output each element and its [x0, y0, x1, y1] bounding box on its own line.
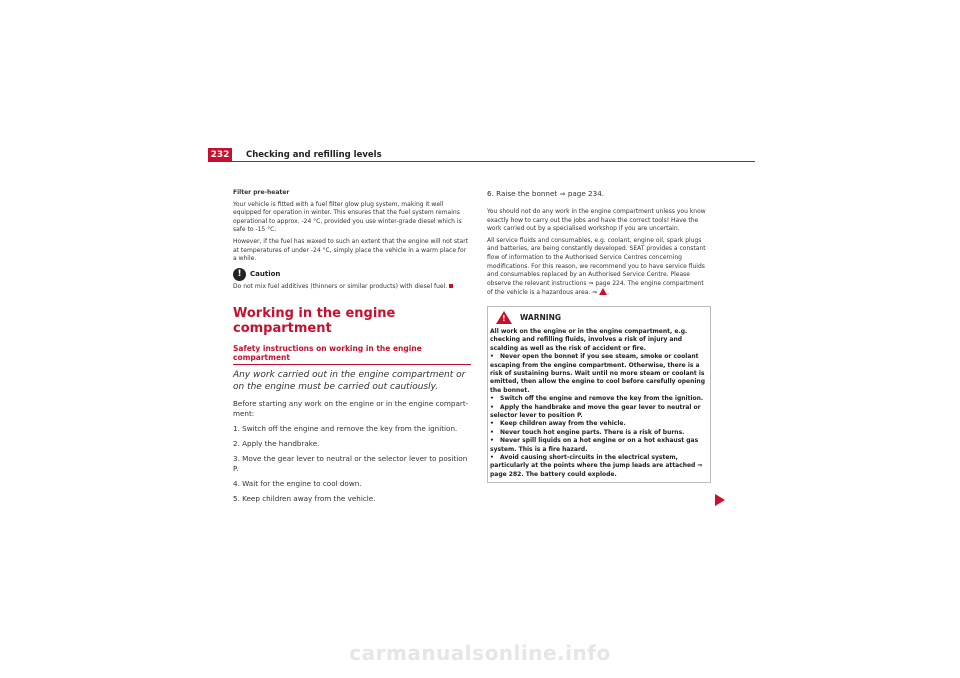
caution-title: Caution: [250, 270, 281, 279]
filter-heading: Filter pre-heater: [233, 189, 290, 196]
watermark: carmanualsonline.info: [349, 641, 611, 665]
warning-item: • Never open the bonnet if you see steam, smoke or coolant escaping from the engine compartment. Otherwise, there is a risk of sustaining burns. Wait until no more steam or coolant is emitted, then allow the engine to cool before carefully opening the bonnet.: [490, 353, 706, 394]
step-item: 5. Keep children away from the vehicle.: [233, 494, 376, 504]
page-header-title: Checking and refilling levels: [246, 150, 382, 160]
warning-triangle-icon: [599, 288, 607, 295]
right-column: [487, 189, 711, 483]
warning-text: [490, 328, 707, 479]
bullet-icon: •: [490, 454, 494, 462]
before-text: Before starting any work on the engine or in the engine compart-ment:: [233, 399, 469, 419]
work-caution-paragraph: You should not do any work in the engine compartment unless you know exactly how to carry out the jobs and have the correct tools! Have the work carried out by a specialised workshop if you are uncertain.: [487, 208, 706, 233]
warning-item: • Never touch hot engine parts. There is a risk of burns.: [490, 428, 685, 436]
bullet-icon: •: [490, 353, 494, 361]
warning-item: • Keep children away from the vehicle.: [490, 420, 626, 428]
filter-paragraph-2: However, if the fuel has waxed to such an extent that the engine will not start at temperatures of under -24 °C, simply place the vehicle in a warm place for a while.: [233, 237, 469, 263]
subsection-title: Safety instructions on working in the engine compartment: [233, 344, 471, 365]
bullet-icon: •: [490, 428, 494, 436]
warning-box: [487, 306, 711, 483]
bullet-icon: •: [490, 437, 494, 445]
step-item: 1. Switch off the engine and remove the key from the ignition.: [233, 424, 458, 434]
warning-item: • Avoid causing short-circuits in the electrical system, particularly at the points where the jump leads are attached ⇒ page 282. The battery could explode.: [490, 454, 703, 478]
service-fluids-paragraph-row: All service fluids and consumables, e.g. coolant, engine oil, spark plugs and batteries, are being constantly developed. SEAT provides a constant flow of information to the Authorised Service Centres concerning modifications. For this reason, we recommend you to have service fluids and consumables replaced by an Authorised Service Centre. Please observe the relevant instructions ⇒ page 224. The engine compartment of the vehicle is a hazardous area. ⇒ .: [487, 236, 706, 297]
steps-list: [233, 424, 471, 504]
step-item: 4. Wait for the engine to cool down.: [233, 479, 362, 489]
intro-text: Any work carried out in the engine compartment or on the engine must be carried out cautiously.: [233, 370, 466, 393]
caution-icon: !: [233, 268, 246, 281]
caution-text-row: [233, 283, 471, 292]
warning-intro: All work on the engine or in the engine compartment, e.g. checking and refilling fluids, involves a risk of injury and scalding as well as the risk of accident or fire.: [490, 327, 688, 352]
end-marker-icon: [449, 284, 453, 288]
bullet-icon: •: [490, 395, 494, 403]
warning-header: [490, 307, 707, 328]
filter-paragraph-1: Your vehicle is fitted with a fuel filter glow plug system, making it well equipped for operation in winter. This ensures that the fuel system remains operational to approx. -24 °C, provided you use winter-grade diesel which is safe to -15 °C.: [233, 200, 462, 234]
bullet-icon: •: [490, 420, 494, 428]
warning-item: • Apply the handbrake and move the gear lever to neutral or selector lever to position P.: [490, 403, 701, 419]
step-item: 2. Apply the handbrake.: [233, 439, 320, 449]
service-fluids-paragraph: All service fluids and consumables, e.g. coolant, engine oil, spark plugs and batteries, are being constantly developed. SEAT provides a constant flow of information to the Authorised Service Centres concerning modifications. For this reason, we recommend you to have service fluids and consumables replaced by an Authorised Service Centre. Please observe the relevant instructions ⇒ page 224. The engine compartment of the vehicle is a hazardous area. ⇒: [487, 236, 706, 297]
step-item: 3. Move the gear lever to neutral or the selector lever to position P.: [233, 454, 468, 474]
caution-header: [233, 268, 471, 281]
step-item: 6. Raise the bonnet ⇒ page 234.: [487, 189, 605, 198]
filter-preheater-block: [233, 189, 471, 264]
warning-item: • Never spill liquids on a hot engine or on a hot exhaust gas system. This is a fire hazard.: [490, 437, 699, 453]
warning-title: WARNING: [520, 312, 562, 322]
page-number: 232: [208, 148, 232, 162]
left-column: [233, 189, 471, 504]
warning-item: • Switch off the engine and remove the key from the ignition.: [490, 395, 704, 403]
caution-text: Do not mix fuel additives (thinners or similar products) with diesel fuel.: [233, 282, 448, 290]
bullet-icon: •: [490, 403, 494, 411]
continue-arrow-icon: [715, 494, 725, 506]
section-title: Working in the engine compartment: [233, 306, 396, 337]
header-divider: [232, 161, 755, 162]
warning-triangle-icon: !: [496, 311, 512, 324]
right-body: [487, 208, 711, 298]
